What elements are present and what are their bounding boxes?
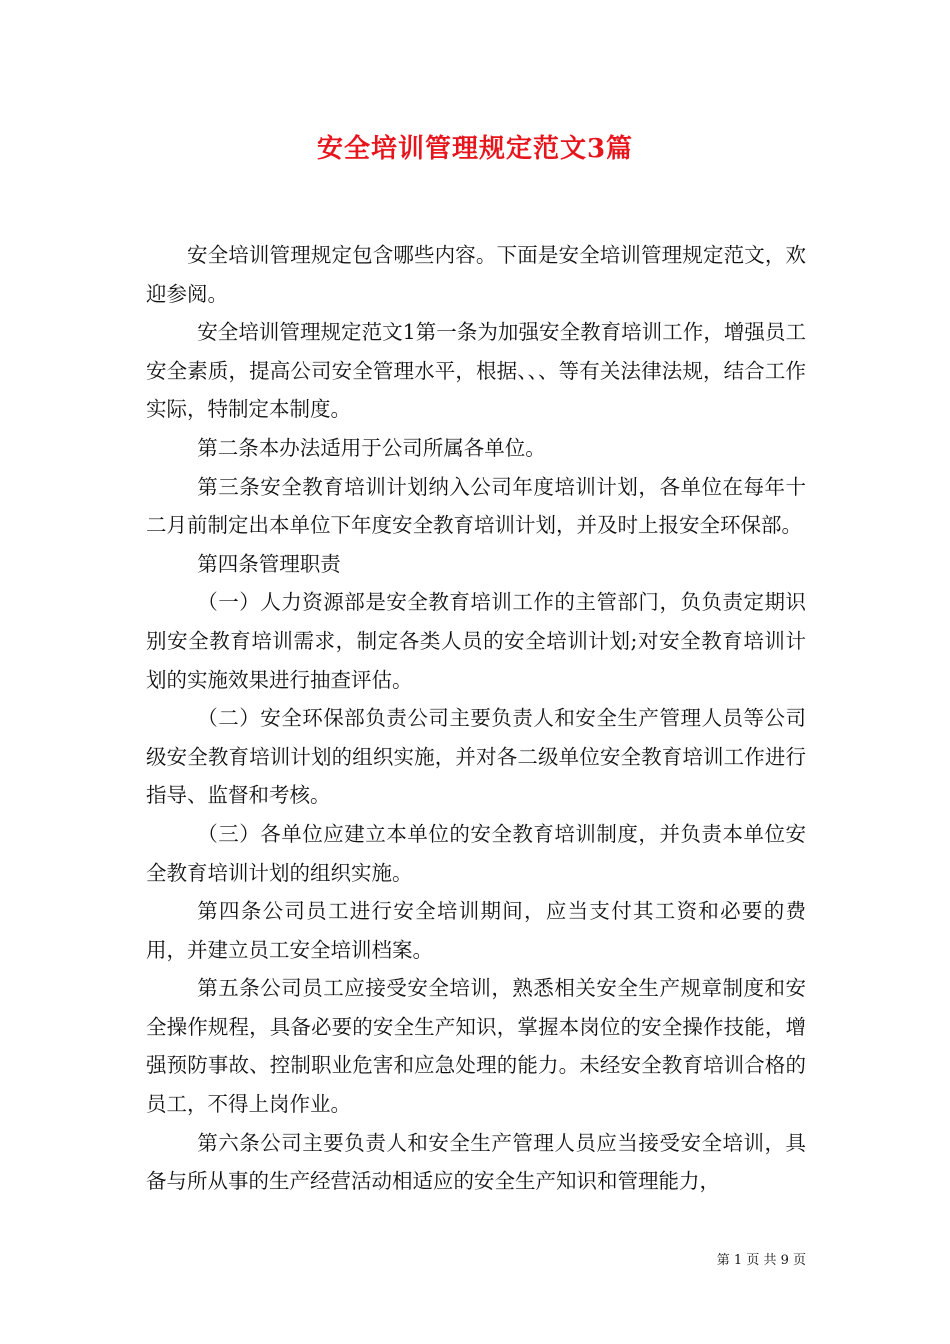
paragraph-article-4-heading: 第四条管理职责: [197, 551, 341, 576]
paragraph-intro: 安全培训管理规定包含哪些内容。下面是安全培训管理规定范文，欢迎参阅。: [146, 243, 806, 306]
paragraph-article-2: 第二条本办法适用于公司所属各单位。: [197, 435, 546, 460]
paragraph-article-5: 第五条公司员工应接受安全培训，熟悉相关安全生产规章制度和安全操作规程，具备必要的安全生产知识，掌握本岗位的安全操作技能，增强预防事故、控制职业危害和应急处理的能力。未经安全教育培训合格的员工，不得上岗作业。: [146, 976, 806, 1117]
paragraph-article-1: 安全培训管理规定范文1第一条为加强安全教育培训工作，增强员工安全素质，提高公司安全管理水平，根据、、、等有关法律法规，结合工作实际，特制定本制度。: [146, 320, 806, 422]
page-number: 第 1 页 共 9 页: [716, 1253, 806, 1268]
paragraph-item-3: （三）各单位应建立本单位的安全教育培训制度，并负责本单位安全教育培训计划的组织实施。: [146, 821, 806, 885]
document-title: 安全培训管理规定范文3篇: [316, 134, 634, 164]
paragraph-article-4b: 第四条公司员工进行安全培训期间，应当支付其工资和必要的费用，并建立员工安全培训档案。: [146, 899, 806, 962]
paragraph-article-3: 第三条安全教育培训计划纳入公司年度培训计划，各单位在每年十二月前制定出本单位下年度安全教育培训计划，并及时上报安全环保部。: [146, 474, 806, 538]
document-body: [146, 236, 806, 1201]
paragraph-article-6: 第六条公司主要负责人和安全生产管理人员应当接受安全培训，具备与所从事的生产经营活动相适应的安全生产知识和管理能力，: [146, 1130, 806, 1194]
paragraph-item-2: （二）安全环保部负责公司主要负责人和安全生产管理人员等公司级安全教育培训计划的组织实施，并对各二级单位安全教育培训工作进行指导、监督和考核。: [146, 706, 806, 808]
paragraph-item-1: （一）人力资源部是安全教育培训工作的主管部门，负负责定期识别安全教育培训需求，制定各类人员的安全培训计划;对安全教育培训计划的实施效果进行抽查评估。: [146, 590, 806, 692]
